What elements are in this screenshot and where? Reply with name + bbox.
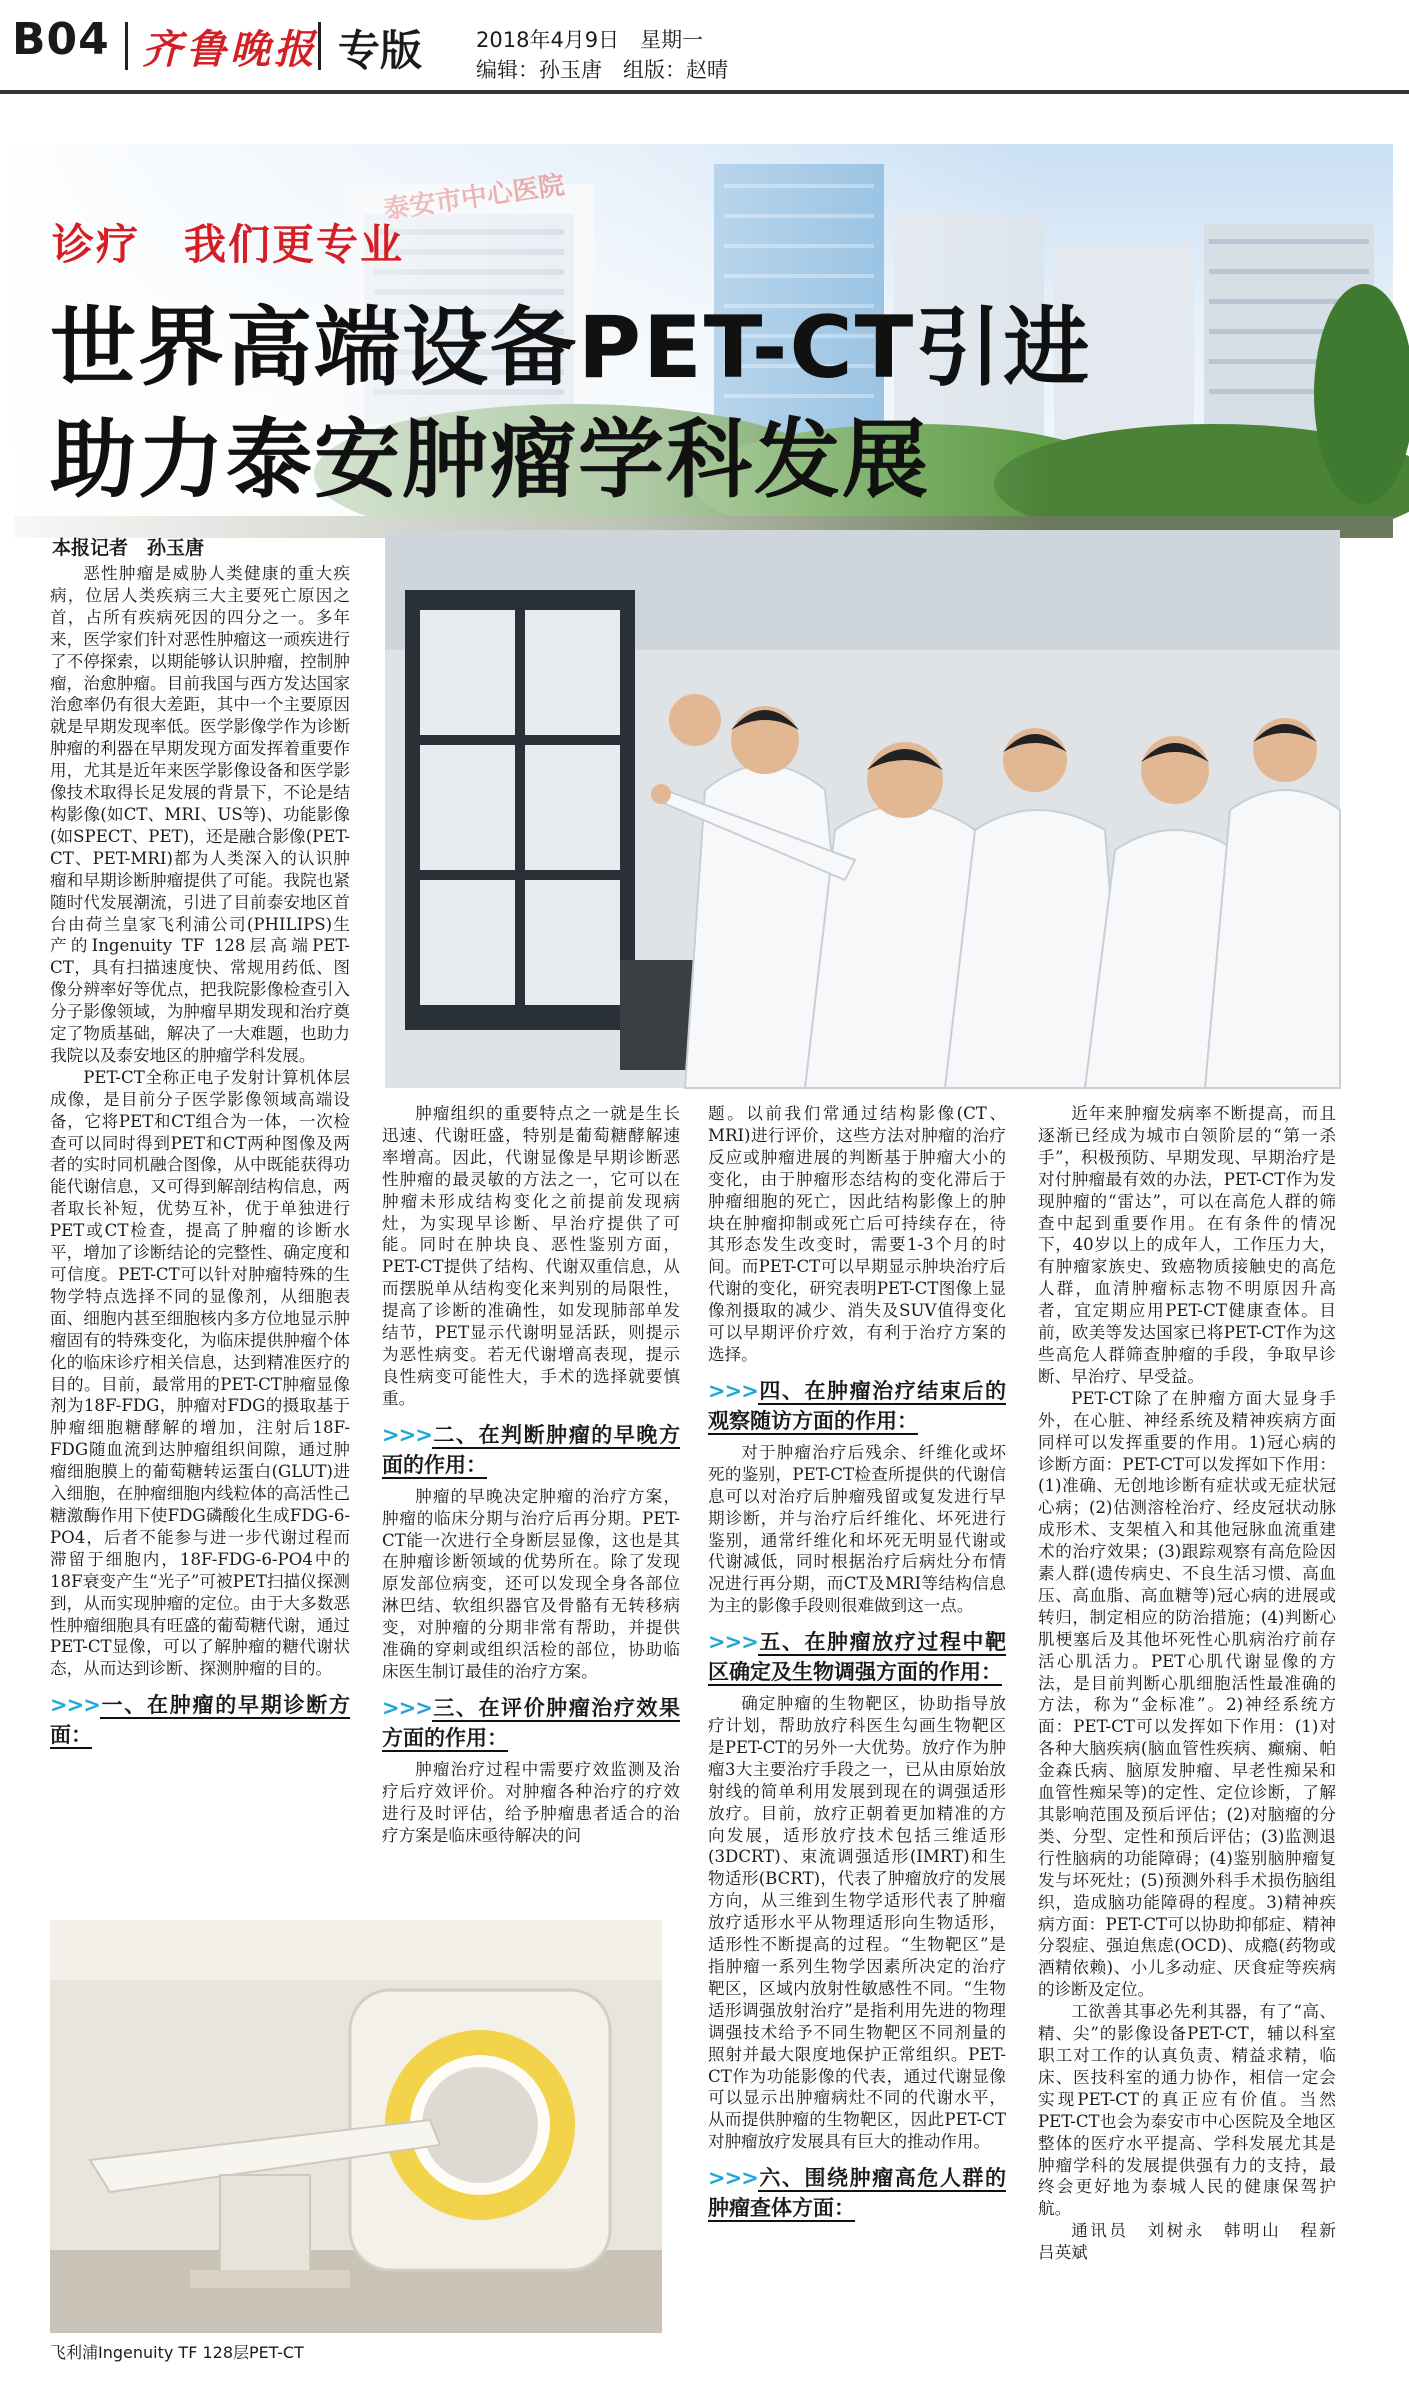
article-column-4	[1038, 1103, 1353, 2373]
photo-illustration	[385, 530, 1340, 1088]
newspaper-logo: 齐鲁晚报	[142, 26, 318, 73]
section-heading-text: 五、在肿瘤放疗过程中靶区确定及生物调强方面的作用：	[708, 1630, 1006, 1685]
paragraph: 近年来肿瘤发病率不断提高，而且逐渐已经成为城市白领阶层的“第一杀手”，积极预防、早期发现、早期治疗是对付肿瘤最有效的办法，PET-CT作为发现肿瘤的“雷达”，可以在高危人群的筛查中起到重要作用。在有条件的情况下，40岁以上的成年人，工作压力大，有肿瘤家族史、致癌物质接触史的高危人群，血清肿瘤标志物不明原因升高者，宜定期应用PET-CT健康查体。目前，欧美等发达国家已将PET-CT作为这些高危人群筛查肿瘤的手段，争取早诊断、早治疗、早受益。	[1038, 1104, 1336, 1386]
section-heading-6	[708, 2163, 1006, 2223]
masthead-divider	[318, 22, 321, 70]
article-column-3	[708, 1103, 1006, 2328]
paragraph: PET-CT除了在肿瘤方面大显身手外，在心脏、神经系统及精神疾病方面同样可以发挥重要的作用。1)冠心病的诊断方面：PET-CT可以发挥如下作用：(1)准确、无创地诊断有症状或无症状冠心病；(2)估测溶栓治疗、经皮冠状动脉成形术、支架植入和其他冠脉血流重建术的治疗效果；(3)跟踪观察有高危险因素人群(遗传病史、不良生活习惯、高血压、高血脂、高血糖等)冠心病的进展或转归，制定相应的防治措施；(4)判断心肌梗塞后及其他坏死性心肌病治疗前存活心肌活力。PET心肌代谢显像的方法，是目前判断心肌细胞活性最准确的方法，称为“金标准”。2)神经系统方面：PET-CT可以发挥如下作用：(1)对各种大脑疾病(脑血管性疾病、癫痫、帕金森氏病、脑原发肿瘤、早老性痴呆和血管性痴呆等)的定性、定位诊断，了解其影响范围及预后评估；(2)对脑瘤的分类、分型、定性和预后评估；(3)监测退行性脑病的功能障碍；(4)鉴别脑肿瘤复发与坏死灶；(5)预测外科手术损伤脑组织，造成脑功能障碍的程度。3)精神疾病方面：PET-CT可以协助抑郁症、精神分裂症、强迫焦虑(OCD)、成瘾(药物或酒精依赖)、小儿多动症、厌食症等疾病的诊断及定位。	[1038, 1388, 1336, 2000]
editor-credits: 编辑：孙玉唐 组版：赵晴	[476, 58, 728, 82]
pet-ct-scanner-photo	[50, 1920, 662, 2333]
headline-line-1: 世界高端设备PET-CT引进	[50, 298, 1092, 398]
masthead	[0, 0, 1409, 90]
masthead-rule	[0, 90, 1409, 94]
section-heading-2	[382, 1420, 680, 1480]
section-heading-text: 二、在判断肿瘤的早晚方面的作用：	[382, 1422, 680, 1477]
paragraph: 确定肿瘤的生物靶区，协助指导放疗计划，帮助放疗科医生勾画生物靶区是PET-CT的另外一大优势。放疗作为肿瘤3大主要治疗手段之一，已从由原始放射线的简单利用发展到现在的调强适形放疗。目前，放疗正朝着更加精准的方向发展，适形放疗技术包括三维适形(3DCRT)、束流调强适形(IMRT)和生物适形(BCRT)，代表了肿瘤放疗的发展方向，从三维到生物学适形代表了肿瘤放疗适形水平从物理适形向生物适形，适形性不断提高的过程。“生物靶区”是指肿瘤一系列生物学因素所决定的治疗靶区，区域内放射性敏感性不同。“生物适形调强放射治疗”是指利用先进的物理调强技术给予不同生物靶区不同剂量的照射并最大限度地保护正常组织。PET-CT作为功能影像的代表，通过代谢显像可以显示出肿瘤病灶不同的代谢水平，从而提供肿瘤的生物靶区，因此PET-CT对肿瘤放疗发展具有巨大的推动作用。	[708, 1694, 1006, 2152]
arrow-icon: >>>	[50, 1693, 100, 1718]
photo-illustration	[50, 1920, 662, 2333]
section-name: 专版	[338, 26, 423, 75]
masthead-divider	[125, 22, 128, 70]
correspondent-credits: 通讯员 刘树永 韩明山 程新 吕英斌	[1038, 2221, 1353, 2263]
photo-caption: 飞利浦Ingenuity TF 128层PET-CT	[50, 2343, 304, 2362]
arrow-icon: >>>	[708, 1630, 758, 1655]
arrow-icon: >>>	[708, 1378, 758, 1403]
paragraph: 肿瘤治疗过程中需要疗效监测及治疗后疗效评价。对肿瘤各种治疗的疗效进行及时评估，给予肿瘤患者适合的治疗方案是临床亟待解决的问	[382, 1759, 680, 1845]
headline-line-2: 助力泰安肿瘤学科发展	[50, 410, 930, 510]
section-heading-text: 一、在肿瘤的早期诊断方面：	[50, 1693, 350, 1748]
section-heading-text: 六、围绕肿瘤高危人群的肿瘤查体方面：	[708, 2166, 1006, 2221]
section-heading-5	[708, 1627, 1006, 1687]
article-column-1	[50, 563, 350, 1853]
paragraph: PET-CT全称正电子发射计算机体层成像，是目前分子医学影像领域高端设备，它将PET和CT组合为一体，一次检查可以同时得到PET和CT两种图像及两者的实时同机融合图像，从中既能获得功能代谢信息，又可得到解剖结构信息，两者取长补短，优势互补，优于单独进行PET或CT检查，提高了肿瘤的诊断水平，增加了诊断结论的完整性、确定度和可信度。PET-CT可以针对肿瘤特殊的生物学特点选择不同的显像剂，从细胞表面、细胞内甚至细胞核内多方位地显示肿瘤固有的特殊变化，为临床提供肿瘤个体化的临床诊疗相关信息，达到精准医疗的目的。目前，最常用的PET-CT肿瘤显像剂为18F-FDG，肿瘤对FDG的摄取基于肿瘤细胞糖酵解的增加，注射后18F-FDG随血流到达肿瘤组织间隙，通过肿瘤细胞膜上的葡萄糖转运蛋白(GLUT)进入细胞，在肿瘤细胞内线粒体的高活性己糖激酶作用下使FDG磷酸化生成FDG-6-PO4，后者不能参与进一步代谢过程而滞留于细胞内，18F-FDG-6-PO4中的18F衰变产生“光子”可被PET扫描仪探测到，从而实现肿瘤的定位。由于大多数恶性肿瘤细胞具有旺盛的葡萄糖代谢，通过PET-CT显像，可以了解肿瘤的糖代谢状态，从而达到诊断、探测肿瘤的目的。	[50, 1067, 350, 1679]
paragraph: 对于肿瘤治疗后残余、纤维化或坏死的鉴别，PET-CT检查所提供的代谢信息可以对治疗后肿瘤残留或复发进行早期诊断，并与治疗后纤维化、坏死进行鉴别，通常纤维化和坏死无明显代谢或代谢减低，同时根据治疗后病灶分布情况进行再分期，而CT及MRI等结构信息为主的影像手段则很难做到这一点。	[708, 1442, 1006, 1616]
paragraph: 恶性肿瘤是威胁人类健康的重大疾病，位居人类疾病三大主要死亡原因之首，占所有疾病死因的四分之一。多年来，医学家们针对恶性肿瘤这一顽疾进行了不停探索，以期能够认识肿瘤，控制肿瘤，治愈肿瘤。目前我国与西方发达国家治愈率仍有很大差距，其中一个主要原因就是早期发现率低。医学影像学作为诊断肿瘤的利器在早期发现方面发挥着重要作用，尤其是近年来医学影像设备和医学影像技术取得长足发展的背景下，不论是结构影像(如CT、MRI、US等)、功能影像(如SPECT、PET)，还是融合影像(PET-CT、PET-MRI)都为人类深入的认识肿瘤和早期诊断肿瘤提供了可能。我院也紧随时代发展潮流，引进了目前泰安地区首台由荷兰皇家飞利浦公司(PHILIPS)生产的Ingenuity TF 128层高端PET-CT，具有扫描速度快、常规用药低、图像分辨率好等优点，把我院影像检查引入分子影像领域，为肿瘤早期发现和治疗奠定了物质基础，解决了一大难题，也助力我院以及泰安地区的肿瘤学科发展。	[50, 564, 350, 1065]
section-heading-1	[50, 1690, 350, 1750]
arrow-icon: >>>	[382, 1422, 432, 1447]
paragraph: 肿瘤的早晚决定肿瘤的治疗方案，肿瘤的临床分期与治疗后再分期。PET-CT能一次进行全身断层显像，这也是其在肿瘤诊断领域的优势所在。除了发现原发部位病变，还可以发现全身各部位淋巴结、软组织器官及骨骼有无转移病变，对肿瘤的分期非常有帮助，并提供准确的穿刺或组织活检的部位，协助临床医生制订最佳的治疗方案。	[382, 1486, 680, 1681]
paragraph: 题。以前我们常通过结构影像(CT、MRI)进行评价，这些方法对肿瘤的治疗反应或肿瘤进展的判断基于肿瘤大小的变化，由于肿瘤形态结构的变化滞后于肿瘤细胞的死亡，因此结构影像上的肿块在肿瘤抑制或死亡后可持续存在，待其形态发生改变时，需要1-3个月的时间。而PET-CT可以早期显示肿块治疗后代谢的变化，研究表明PET-CT图像上显像剂摄取的减少、消失及SUV值得变化可以早期评价疗效，有利于治疗方案的选择。	[708, 1104, 1006, 1364]
section-heading-text: 四、在肿瘤治疗结束后的观察随访方面的作用：	[708, 1378, 1006, 1433]
arrow-icon: >>>	[708, 2166, 758, 2191]
byline: 本报记者 孙玉唐	[52, 537, 205, 559]
section-heading-4	[708, 1376, 1006, 1436]
section-heading-3	[382, 1693, 680, 1753]
doctors-reviewing-scans-photo	[385, 530, 1340, 1088]
section-heading-text: 三、在评价肿瘤治疗效果方面的作用：	[382, 1695, 680, 1750]
page-number: B04	[12, 14, 110, 65]
paragraph: 肿瘤组织的重要特点之一就是生长迅速、代谢旺盛，特别是葡萄糖酵解速率增高。因此，代谢显像是早期诊断恶性肿瘤的最灵敏的方法之一，它可以在肿瘤未形成结构变化之前提前发现病灶，为实现早诊断、早治疗提供了可能。同时在肿块良、恶性鉴别方面，PET-CT提供了结构、代谢双重信息，从而摆脱单从结构变化来判别的局限性，提高了诊断的准确性，如发现肺部单发结节，PET显示代谢明显活跃，则提示为恶性病变。若无代谢增高表现，提示良性病变可能性大，手术的选择就要慎重。	[382, 1104, 680, 1408]
publication-date: 2018年4月9日 星期一	[476, 28, 704, 52]
article-kicker: 诊疗 我们更专业	[52, 220, 405, 269]
arrow-icon: >>>	[382, 1695, 432, 1720]
paragraph: 工欲善其事必先利其器，有了“高、精、尖”的影像设备PET-CT，辅以科室职工对工作的认真负责、精益求精，临床、医技科室的通力协作，相信一定会实现PET-CT的真正应有价值。当然PET-CT也会为泰安市中心医院及全地区整体的医疗水平提高、学科发展尤其是肿瘤学科的发展提供强有力的支持，最终会更好地为泰城人民的健康保驾护航。	[1038, 2002, 1336, 2219]
